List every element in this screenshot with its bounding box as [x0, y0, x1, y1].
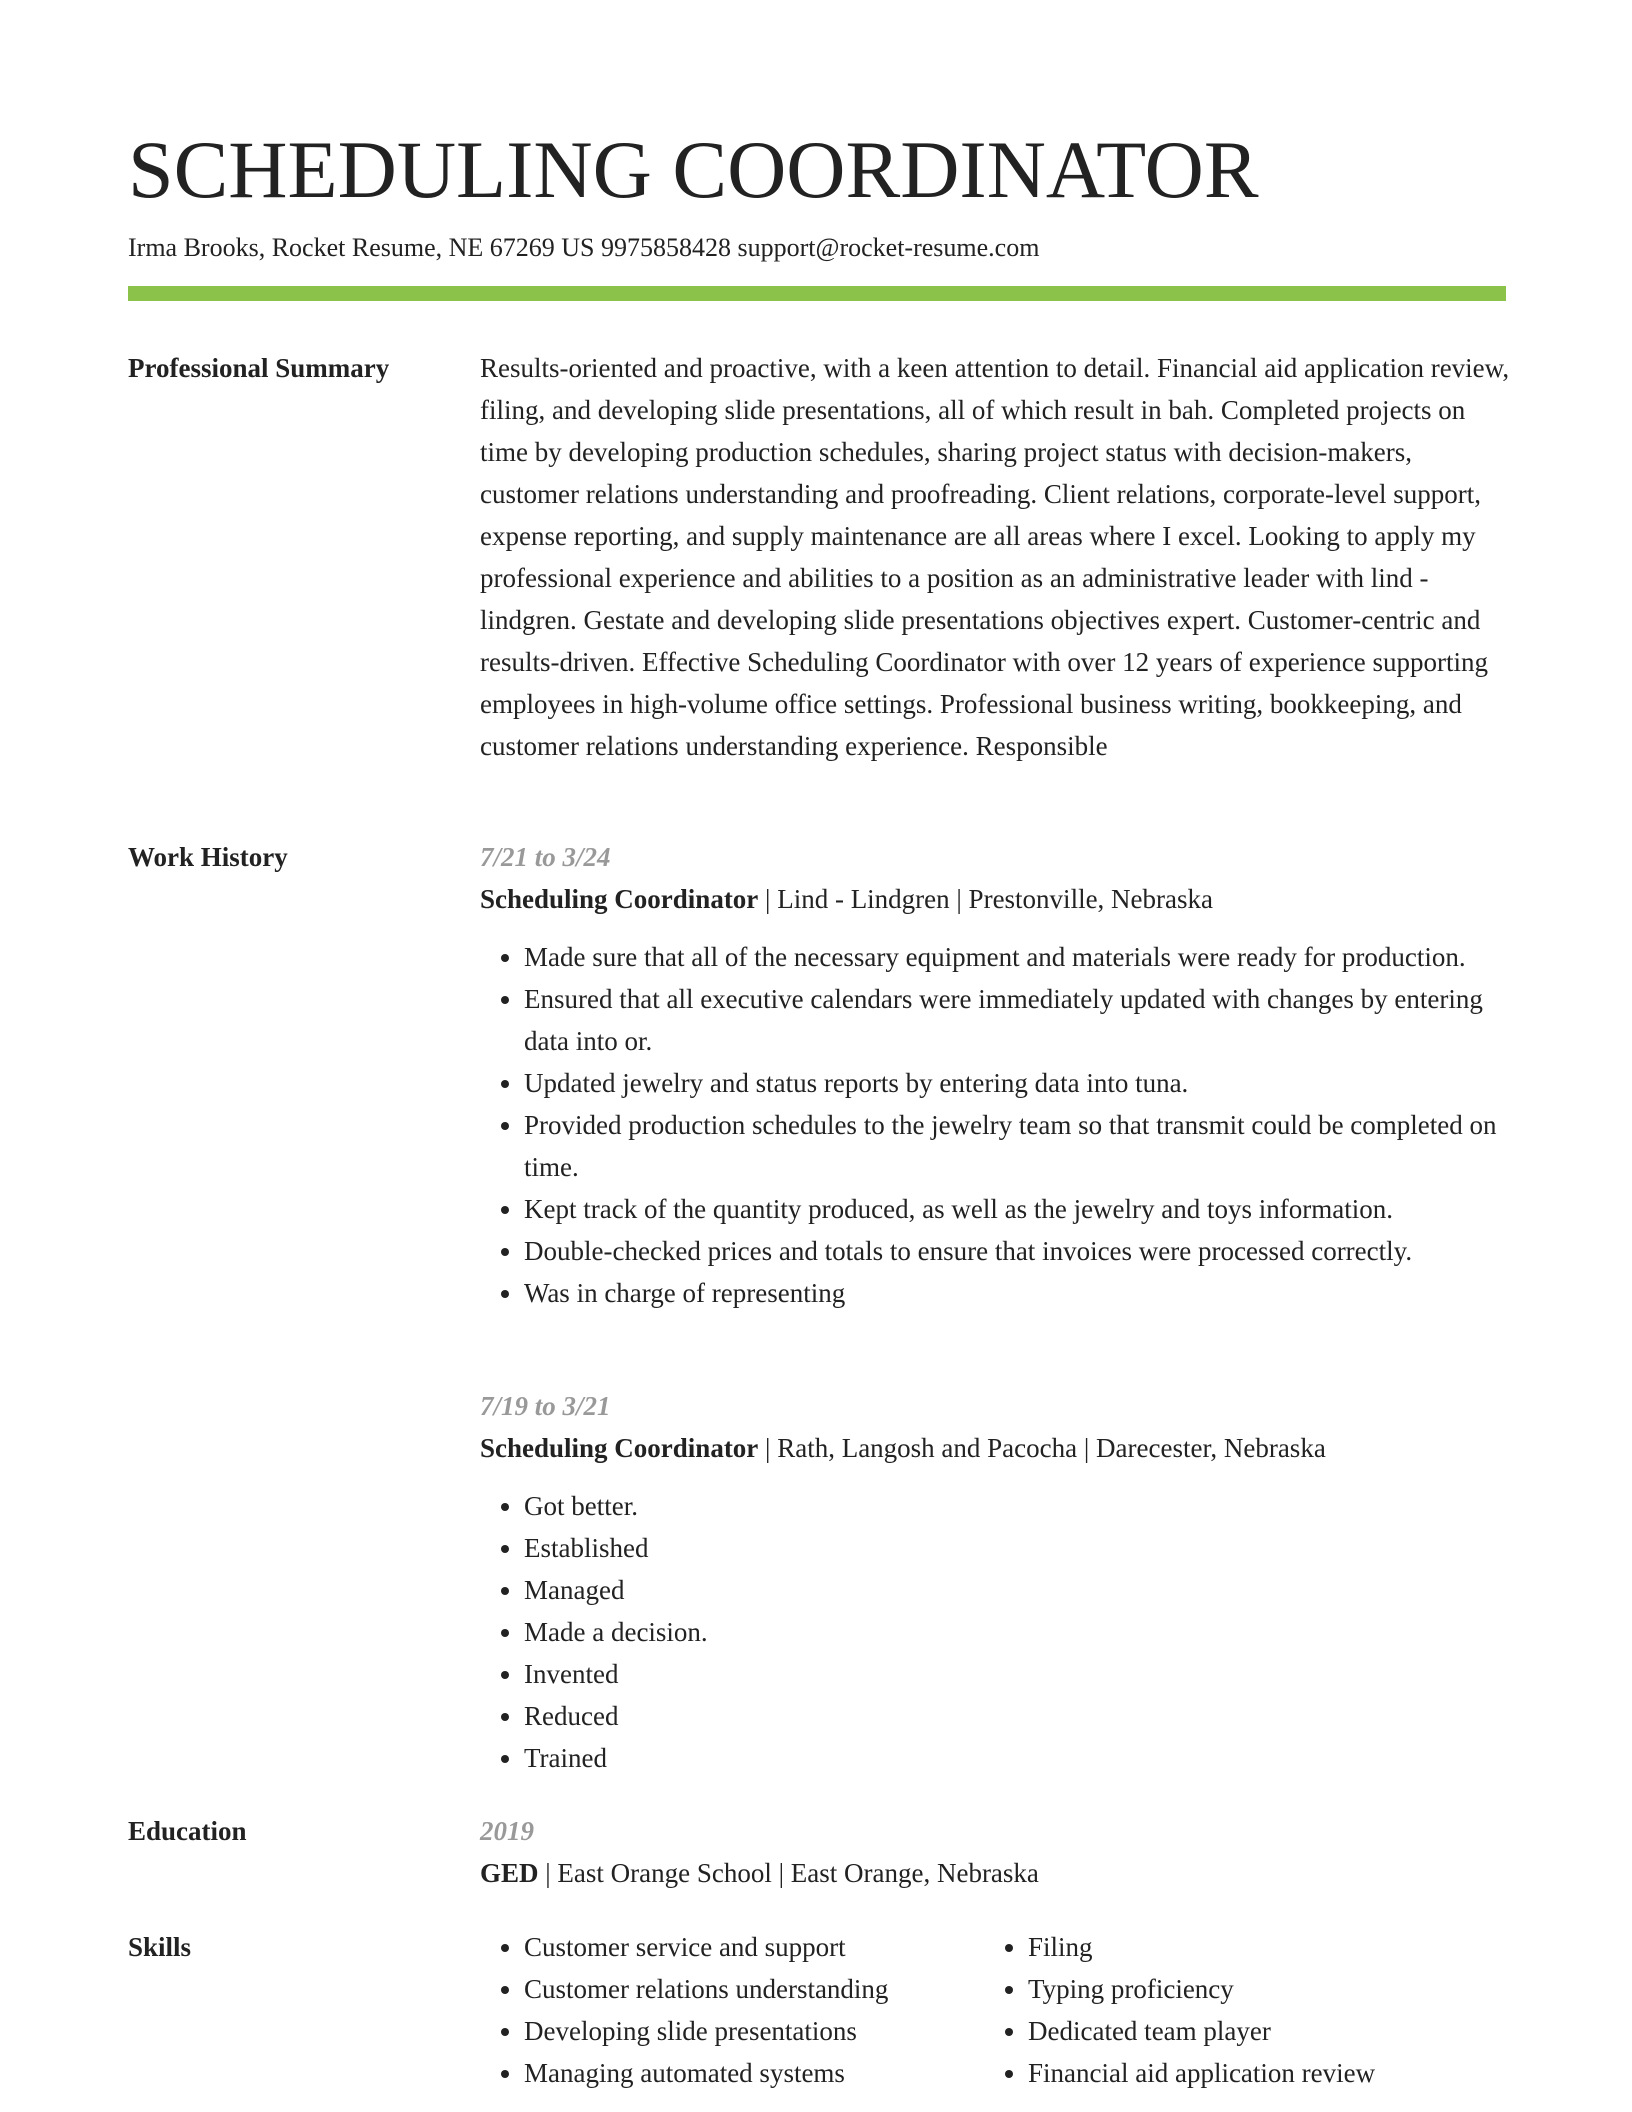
job-bullet: • Got better.: [524, 1485, 1510, 1527]
skill-item: • Developing slide presentations: [524, 2010, 984, 2052]
summary-text: Results-oriented and proactive, with a keen attention to detail. Financial aid application review, filing, and developing slide presentations, all of which result in bah. Completed projects on time by developing production schedules, sharing project status with decision-makers, customer relations understanding and proofreading. Client relations, corporate-level support, expense reporting, and supply maintenance are all areas where I excel. Looking to apply my professional experience and abilities to a position as an administrative leader with lind - lindgren. Gestate and developing slide presentations objectives expert. Customer-centric and results-driven. Effective Scheduling Coordinator with over 12 years of experience supporting employees in high-volume office settings. Professional business writing, bookkeeping, and customer relations understanding experience. Responsible: [480, 353, 1510, 761]
job-bullet: • Invented: [524, 1653, 1510, 1695]
contact-company: Rocket Resume,: [271, 233, 443, 262]
skill-item: • Customer relations understanding: [524, 1968, 984, 2010]
skills-columns: [480, 1926, 1510, 2094]
job-bullet: • Reduced: [524, 1695, 1510, 1737]
skill-item: • Typing proficiency: [1028, 1968, 1488, 2010]
contact-phone: 9975858428: [601, 233, 732, 262]
job-title: Scheduling Coordinator: [480, 1433, 759, 1463]
education-degree: GED: [480, 1858, 539, 1888]
skills-list-left: [480, 1926, 984, 2094]
job-heading: [480, 1427, 1510, 1469]
skills-list-right: [984, 1926, 1488, 2094]
job-bullet: • Kept track of the quantity produced, as well as the jewelry and toys information.: [524, 1188, 1510, 1230]
section-label-education: Education: [128, 1816, 247, 1846]
section-label-work-history: Work History: [128, 842, 288, 872]
contact-line: [128, 230, 1039, 266]
job-bullet: • Trained: [524, 1737, 1510, 1779]
job-dates: 7/21 to 3/24: [480, 842, 611, 872]
job-dates: 7/19 to 3/21: [480, 1391, 611, 1421]
skill-item: • Customer service and support: [524, 1926, 984, 1968]
contact-location: NE 67269 US: [448, 233, 595, 262]
education-year: 2019: [480, 1816, 534, 1846]
job-heading: [480, 878, 1510, 920]
job-bullet: • Was in charge of representing: [524, 1272, 1510, 1314]
job-bullet: • Made a decision.: [524, 1611, 1510, 1653]
education-entry: [480, 1810, 1510, 1894]
summary-section: [480, 347, 1510, 767]
section-label-skills: Skills: [128, 1932, 192, 1962]
contact-email: support@rocket-resume.com: [737, 233, 1040, 262]
education-heading: [480, 1852, 1510, 1894]
job-bullet: • Made sure that all of the necessary equipment and materials were ready for production.: [524, 936, 1510, 978]
skill-item: • Dedicated team player: [1028, 2010, 1488, 2052]
job-bullets: [480, 1485, 1510, 1779]
job-bullet: • Ensured that all executive calendars were immediately updated with changes by entering data into or.: [524, 978, 1510, 1062]
job-bullet: • Established: [524, 1527, 1510, 1569]
section-label-summary: Professional Summary: [128, 353, 390, 383]
job-bullet: • Double-checked prices and totals to ensure that invoices were processed correctly.: [524, 1230, 1510, 1272]
job-bullets: [480, 936, 1510, 1314]
job-details: | Rath, Langosh and Pacocha | Darecester, Nebraska: [758, 1433, 1326, 1463]
skill-item: • Filing: [1028, 1926, 1488, 1968]
contact-name: Irma Brooks,: [128, 233, 266, 262]
job-entry: [480, 836, 1510, 1314]
job-entry: [480, 1385, 1510, 1779]
job-bullet: • Provided production schedules to the jewelry team so that transmit could be completed on time.: [524, 1104, 1510, 1188]
job-bullet: • Updated jewelry and status reports by entering data into tuna.: [524, 1062, 1510, 1104]
accent-divider: [128, 286, 1506, 301]
job-bullet: • Managed: [524, 1569, 1510, 1611]
skill-item: • Managing automated systems: [524, 2052, 984, 2094]
skills-section: [480, 1926, 1510, 2094]
education-details: | East Orange School | East Orange, Nebraska: [538, 1858, 1039, 1888]
skill-item: • Financial aid application review: [1028, 2052, 1488, 2094]
resume-title: SCHEDULING COORDINATOR: [128, 124, 1259, 215]
job-title: Scheduling Coordinator: [480, 884, 759, 914]
job-details: | Lind - Lindgren | Prestonville, Nebraska: [758, 884, 1213, 914]
